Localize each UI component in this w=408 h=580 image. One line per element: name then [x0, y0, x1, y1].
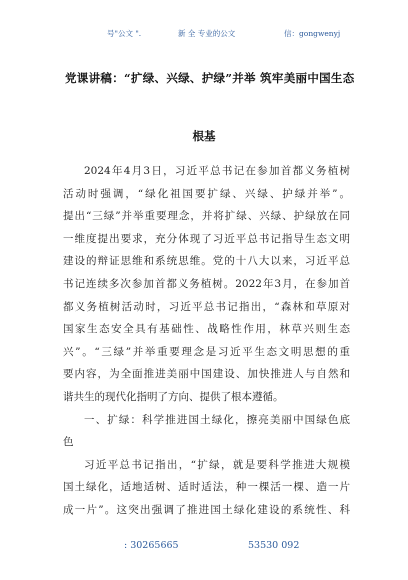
footer-left-text: : 30265665	[124, 540, 179, 551]
document-title: 党课讲稿：“扩绿、兴绿、护绿”并举 筑牢美丽中国生态	[65, 71, 355, 85]
body-line: 2024年4月3日，习近平总书记在参加首都义务植树	[84, 165, 350, 177]
body-line: 国土绿化，适地适树、适时适法，种一棵活一棵、造一片	[63, 481, 350, 494]
section-heading: 一、扩绿：科学推进国土绿化，擦亮美丽中国绿色底	[84, 413, 350, 426]
body-line: 提出“三绿”并举重要理念，并将扩绿、兴绿、护绿放在同	[63, 210, 350, 223]
section-heading-continued: 色	[63, 436, 74, 449]
body-line: 建设的辩证思维和系统思维。党的十八大以来，习近平总	[63, 255, 350, 268]
header-middle-text: 新 全 专业的公文	[178, 29, 236, 38]
header-right-text: 信：gongwenyj	[284, 29, 341, 38]
body-line: 兴”。“三绿”并举重要理念是习近平生态文明思想的重	[63, 345, 350, 358]
body-line: 一维度提出要求，充分体现了习近平总书记指导生态文明	[63, 232, 350, 245]
document-body	[63, 160, 350, 522]
page-header	[0, 0, 408, 60]
body-line: 书记连续多次参加首都义务植树。2022年3月，在参加首	[63, 277, 350, 290]
body-line: 国家生态安全具有基础性、战略性作用，林草兴则生态	[63, 323, 350, 336]
body-line: 活动时强调，“绿化祖国要扩绿、兴绿、护绿并举”。	[63, 187, 350, 200]
page-footer	[0, 540, 408, 570]
body-line: 成一片”。这突出强调了推进国土绿化建设的系统性、科	[63, 503, 350, 516]
header-left-text: 号"公文 ".	[107, 29, 142, 38]
body-line: 要内容，为全面推进美丽中国建设、加快推进人与自然和	[63, 368, 350, 381]
body-line: 谐共生的现代化指明了方向、提供了根本遵循。	[63, 390, 284, 403]
footer-right-text: 53530 092	[248, 540, 300, 551]
document-title-continued: 根基	[192, 129, 216, 143]
body-line: 都义务植树活动时，习近平总书记指出，“森林和草原对	[63, 300, 350, 313]
body-line: 习近平总书记指出，“扩绿，就是要科学推进大规模	[84, 458, 350, 471]
